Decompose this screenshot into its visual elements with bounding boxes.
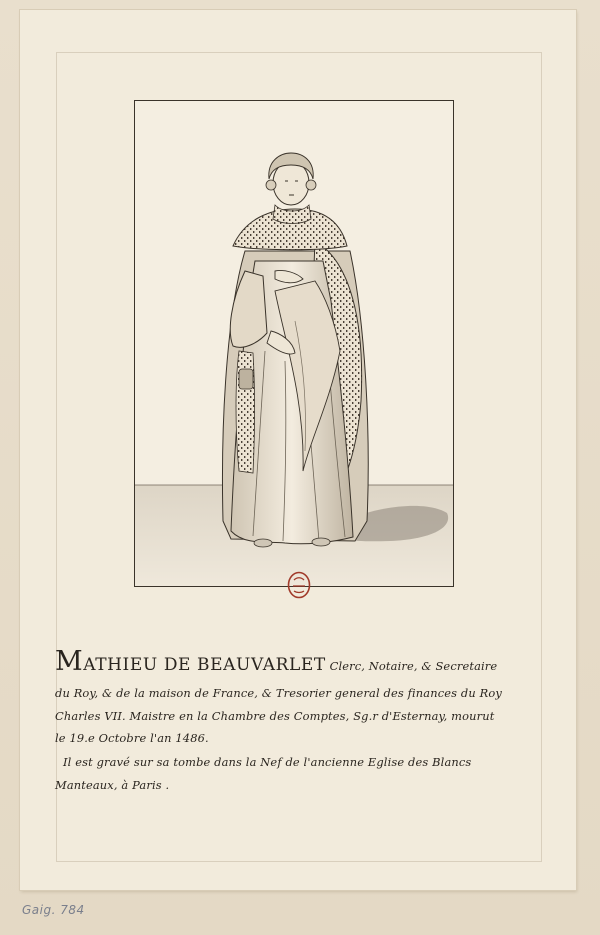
sitter-name: MATHIEU DE BEAUVARLET	[55, 646, 326, 677]
library-stamp	[287, 571, 311, 599]
standing-figure-illustration	[135, 101, 453, 586]
caption-line-3: Charles VII. Maistre en la Chambre des Comptes, Sg.r d'Esternay, mourut	[55, 709, 495, 723]
caption-title-text: Clerc, Notaire, & Secretaire	[329, 659, 498, 673]
caption-line-6: Manteaux, à Paris .	[55, 778, 170, 792]
caption-line-1	[55, 646, 497, 677]
caption-line-2: du Roy, & de la maison de France, & Tresorier general des finances du Roy	[55, 686, 502, 700]
caption-line-4: le 19.e Octobre l'an 1486.	[55, 731, 209, 745]
portrait-frame	[134, 100, 454, 587]
caption-line-5: Il est gravé sur sa tombe dans la Nef de l'ancienne Eglise des Blancs	[63, 755, 472, 769]
inventory-mark: Gaig. 784	[22, 903, 85, 917]
